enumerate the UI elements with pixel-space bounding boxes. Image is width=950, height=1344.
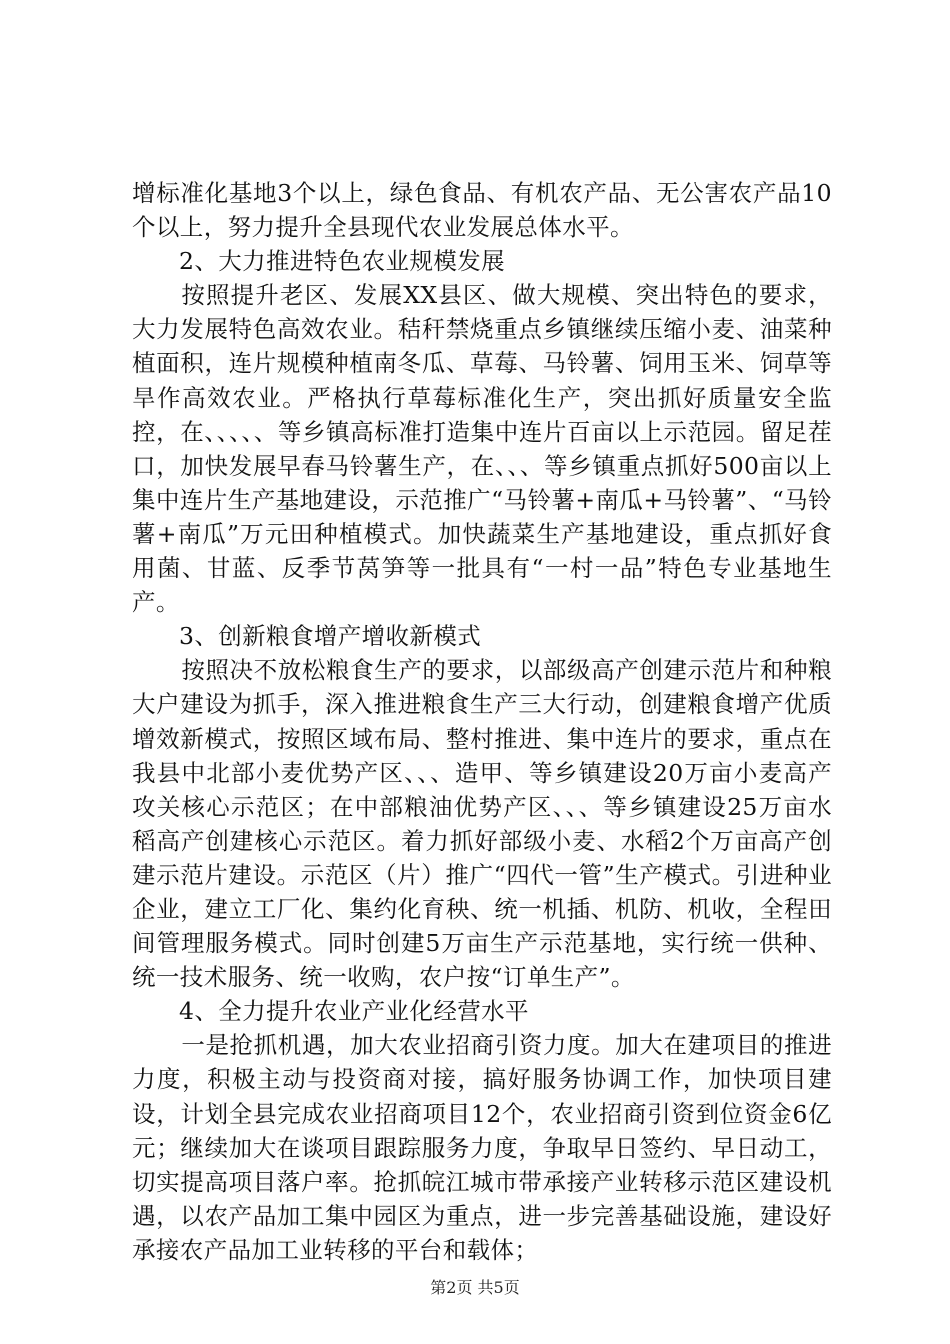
paragraph-grain-production: 按照决不放松粮食生产的要求，以部级高产创建示范片和种粮大户建设为抓手，深入推进粮食生产三大行动，创建粮食增产优质增效新模式，按照区域布局、整村推进、集中连片的要求，重点在我县中北部小麦优势产区、、、造甲、等乡镇建设20万亩小麦高产攻关核心示范区；在中部粮油优势产区、、、等乡镇建设25万亩水稻高产创建核心示范区。着力抓好部级小麦、水稻2个万亩高产创建示范片建设。示范区（片）推广“四代一管”生产模式。引进种业企业，建立工厂化、集约化育秧、统一机插、机防、机收，全程田间管理服务模式。同时创建5万亩生产示范基地，实行统一供种、统一技术服务、统一收购，农户按“订单生产”。 bbox=[132, 656, 832, 992]
paragraph-industrialization: 一是抢抓机遇，加大农业招商引资力度。加大在建项目的推进力度，积极主动与投资商对接，搞好服务协调工作，加快项目建设，计划全县完成农业招商项目12个，农业招商引资到位资金6亿元；继续加大在谈项目跟踪服务力度，争取早日签约、早日动工，切实提高项目落户率。抢抓皖江城市带承接产业转移示范区建设机遇，以农产品加工集中园区为重点，进一步完善基础设施，建设好承接农产品加工业转移的平台和载体； bbox=[132, 1031, 832, 1264]
page-number-footer: 第2页 共5页 bbox=[430, 1278, 520, 1297]
section-heading-3: 3、创新粮食增产增收新模式 bbox=[179, 622, 482, 651]
paragraph-specialty-agriculture: 按照提升老区、发展XX县区、做大规模、突出特色的要求，大力发展特色高效农业。秸秆禁烧重点乡镇继续压缩小麦、油菜种植面积，连片规模种植南冬瓜、草莓、马铃薯、饲用玉米、饲草等旱作高效农业。严格执行草莓标准化生产，突出抓好质量安全监控，在、、、、、等乡镇高标准打造集中连片百亩以上示范园。留足茬口，加快发展早春马铃薯生产，在、、、等乡镇重点抓好500亩以上集中连片生产基地建设，示范推广“马铃薯+南瓜+马铃薯”、“马铃薯+南瓜”万元田种植模式。加快蔬菜生产基地建设，重点抓好食用菌、甘蓝、反季节莴笋等一批具有“一村一品”特色专业基地生产。 bbox=[132, 281, 832, 617]
document-body bbox=[132, 176, 832, 1267]
section-heading-2: 2、大力推进特色农业规模发展 bbox=[179, 247, 506, 276]
section-heading-4: 4、全力提升农业产业化经营水平 bbox=[179, 997, 529, 1026]
paragraph-continuation: 增标准化基地3个以上，绿色食品、有机农产品、无公害农产品10个以上，努力提升全县现代农业发展总体水平。 bbox=[132, 179, 832, 242]
